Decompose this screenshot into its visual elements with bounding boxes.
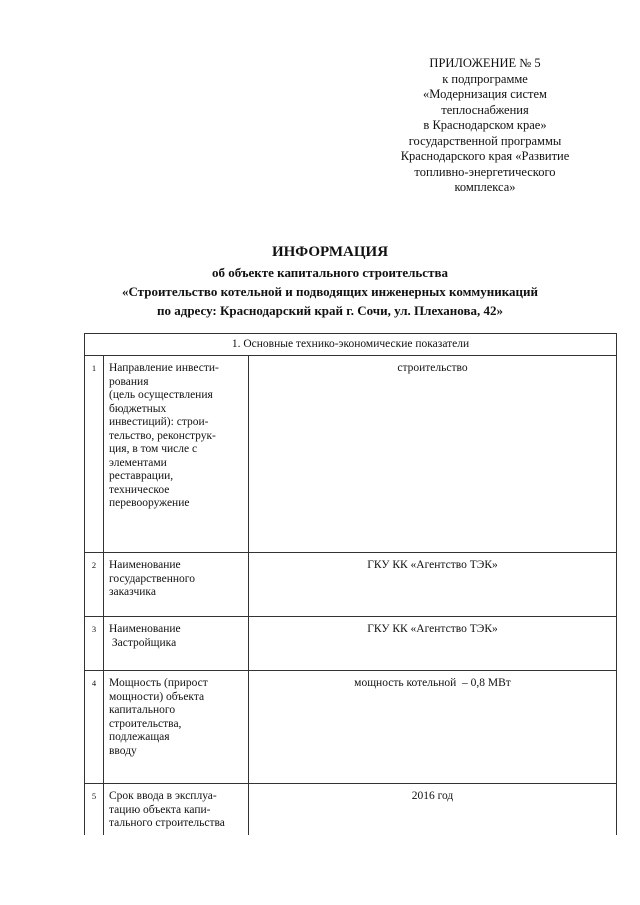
heading-line: по адресу: Краснодарский край г. Сочи, ул. Плеханова, 42»: [157, 303, 503, 318]
table-row: [85, 356, 616, 552]
table-row: [85, 670, 616, 784]
row-value: ГКУ КК «Агентство ТЭК»: [367, 559, 498, 571]
row-value: строительство: [397, 362, 468, 374]
row-label-line: техническое: [109, 483, 170, 496]
row-label-line: Застройщика: [109, 636, 177, 649]
row-label: [109, 677, 249, 758]
row-number: 5: [91, 791, 97, 801]
row-label-line: вводу: [109, 744, 137, 757]
appendix-line: теплоснабжения: [441, 102, 529, 117]
row-label-line: заказчика: [109, 586, 156, 598]
row-number: 4: [91, 678, 97, 688]
appendix-line: к подпрограмме: [442, 71, 528, 86]
row-label-line: тельство, реконструк-: [109, 429, 216, 442]
row-value: 2016 год: [411, 790, 454, 802]
row-label-line: элементами: [109, 456, 167, 469]
row-label-line: Наименование: [109, 559, 181, 571]
row-label-line: строительства,: [109, 717, 182, 730]
table-row: [85, 552, 616, 617]
table-section-title: 1. Основные технико-экономические показатели: [85, 334, 616, 356]
appendix-line: Краснодарского края «Развитие: [400, 149, 570, 163]
appendix-block: [370, 56, 600, 196]
heading-line: об объекте капитального строительства: [212, 265, 448, 280]
row-label-line: Наименование: [109, 623, 181, 635]
row-label: [109, 559, 249, 600]
row-label-line: инвестиций): строи-: [109, 416, 209, 428]
row-label-line: подлежащая: [109, 731, 170, 743]
row-label-line: тального строительства: [109, 817, 225, 829]
row-value: ГКУ КК «Агентство ТЭК»: [367, 623, 498, 635]
row-label-line: реставрации,: [109, 470, 174, 482]
row-label-line: (цель осуществления: [109, 389, 213, 401]
row-number: 1: [91, 363, 97, 373]
row-number: 2: [91, 560, 97, 570]
row-number: 3: [91, 624, 97, 634]
row-label-line: капитального: [109, 704, 176, 716]
row-label-line: Направление инвести-: [109, 362, 219, 374]
appendix-line: комплекса»: [454, 180, 516, 194]
row-label-line: тацию объекта капи-: [109, 803, 211, 816]
appendix-line: топливно-энергетического: [414, 164, 556, 179]
heading-line: «Строительство котельной и подводящих инженерных коммуникаций: [121, 284, 539, 299]
indicators-table: [84, 333, 617, 835]
row-label-line: бюджетных: [109, 402, 167, 415]
table-row: [85, 616, 616, 671]
row-value: мощность котельной – 0,8 МВт: [354, 677, 511, 689]
row-label: [109, 362, 249, 511]
row-label-line: перевооружение: [109, 497, 190, 509]
row-label-line: рования: [109, 375, 149, 388]
row-label-line: Срок ввода в эксплуа-: [109, 790, 217, 802]
row-label-line: ция, в том числе с: [109, 443, 198, 455]
row-label: [109, 623, 249, 650]
row-label: [109, 790, 249, 831]
row-label-line: мощности) объекта: [109, 690, 205, 703]
row-label-line: Мощность (прирост: [109, 677, 208, 689]
appendix-line: государственной программы: [408, 133, 562, 148]
appendix-line: в Краснодарском крае»: [423, 118, 547, 132]
table-row: [85, 783, 616, 837]
document-heading: [60, 243, 600, 320]
document-title: ИНФОРМАЦИЯ: [271, 244, 389, 260]
row-label-line: государственного: [109, 572, 195, 585]
appendix-line: «Модернизация систем: [423, 87, 547, 101]
appendix-line: ПРИЛОЖЕНИЕ № 5: [429, 56, 541, 70]
